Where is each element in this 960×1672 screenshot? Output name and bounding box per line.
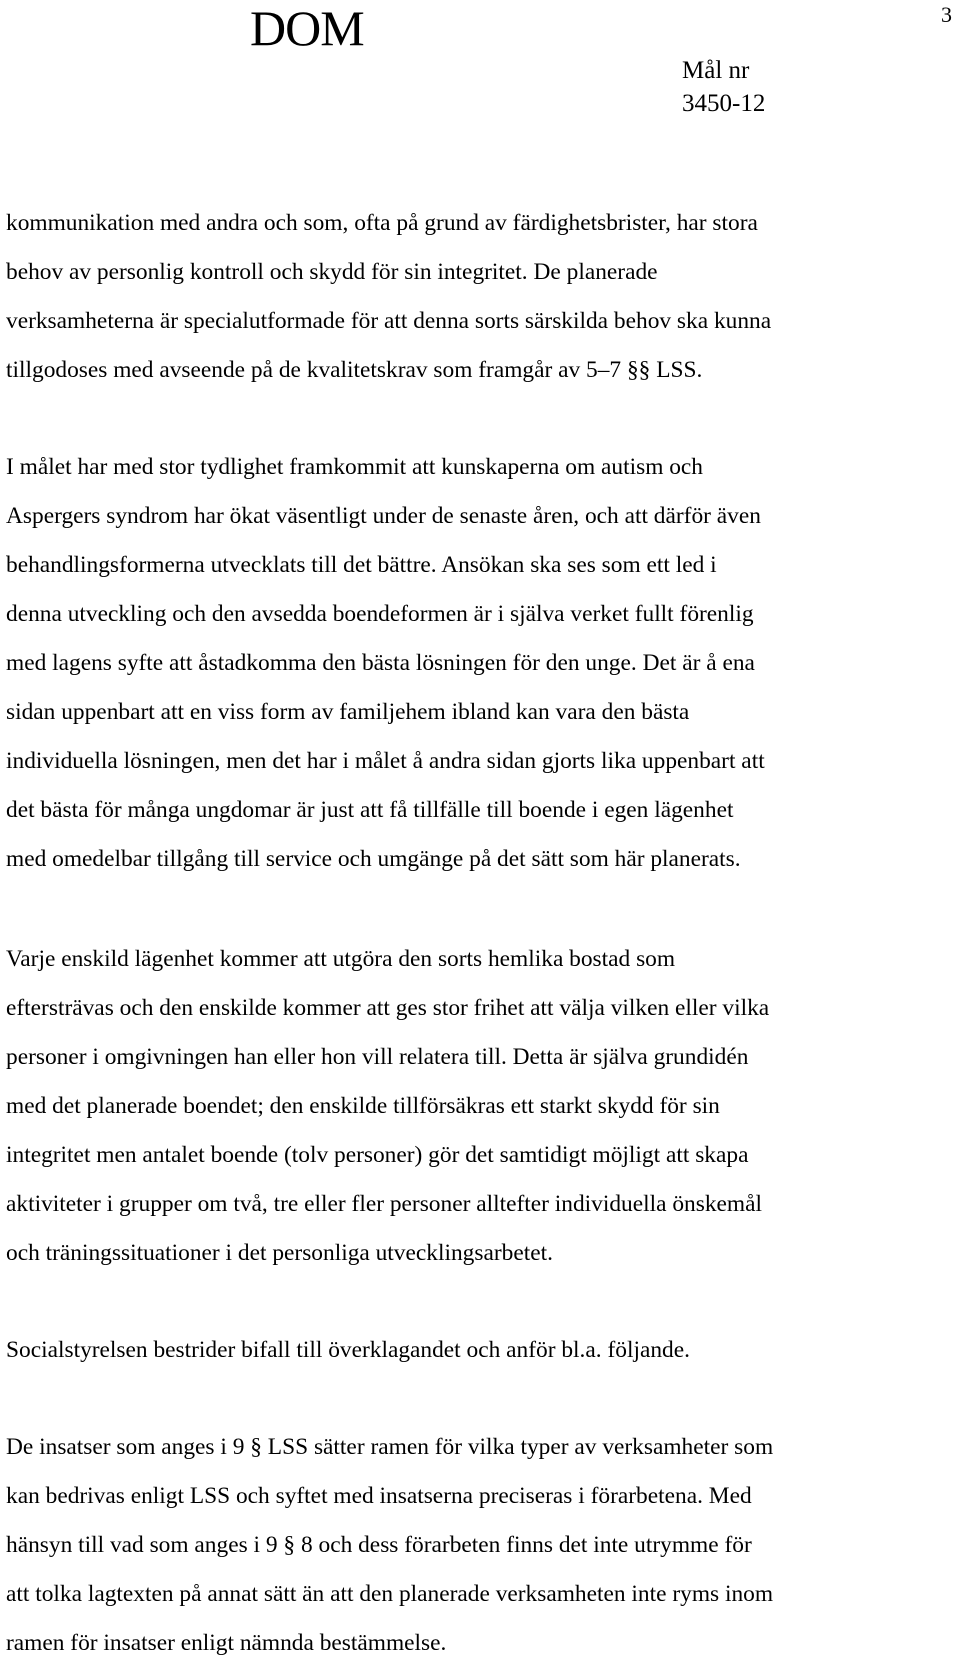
text-line: denna utveckling och den avsedda boendeformen är i själva verket fullt förenlig bbox=[6, 601, 754, 627]
document-body bbox=[6, 199, 946, 1668]
text-line: integritet men antalet boende (tolv personer) gör det samtidigt möjligt att skapa bbox=[6, 1142, 749, 1168]
paragraph-3 bbox=[6, 935, 946, 1278]
paragraph-4 bbox=[6, 1326, 946, 1375]
text-line: eftersträvas och den enskilde kommer att ges stor frihet att välja vilken eller vilka bbox=[6, 995, 770, 1021]
paragraph-2 bbox=[6, 443, 946, 884]
paragraph-1 bbox=[6, 199, 946, 395]
text-line: kommunikation med andra och som, ofta på grund av färdighetsbrister, har stora bbox=[6, 210, 758, 236]
text-line: kan bedrivas enligt LSS och syftet med insatserna preciseras i förarbetena. Med bbox=[6, 1483, 752, 1509]
text-line: det bästa för många ungdomar är just att få tillfälle till boende i egen lägenhet bbox=[6, 797, 734, 823]
text-line: personer i omgivningen han eller hon vill relatera till. Detta är själva grundidén bbox=[6, 1044, 749, 1070]
text-line: aktiviteter i grupper om två, tre eller fler personer alltefter individuella önskemål bbox=[6, 1191, 763, 1217]
text-line: Aspergers syndrom har ökat väsentligt under de senaste åren, och att därför även bbox=[6, 503, 761, 529]
text-line: sidan uppenbart att en viss form av familjehem ibland kan vara den bästa bbox=[6, 699, 690, 725]
paragraph-5 bbox=[6, 1423, 946, 1668]
text-line: behov av personlig kontroll och skydd för sin integritet. De planerade bbox=[6, 259, 658, 285]
page-header bbox=[0, 0, 960, 140]
case-number: 3450-12 bbox=[682, 90, 766, 117]
text-line: tillgodoses med avseende på de kvalitetskrav som framgår av 5–7 §§ LSS. bbox=[6, 357, 703, 383]
text-line: Varje enskild lägenhet kommer att utgöra den sorts hemlika bostad som bbox=[6, 946, 676, 972]
text-line: och träningssituationer i det personliga utvecklingsarbetet. bbox=[6, 1240, 553, 1266]
case-number-label: Mål nr bbox=[682, 57, 750, 84]
text-line: hänsyn till vad som anges i 9 § 8 och dess förarbeten finns det inte utrymme för bbox=[6, 1532, 752, 1558]
text-line: med det planerade boendet; den enskilde tillförsäkras ett starkt skydd för sin bbox=[6, 1093, 720, 1119]
page-number: 3 bbox=[941, 2, 952, 27]
document-title: DOM bbox=[250, 0, 364, 56]
text-line: I målet har med stor tydlighet framkommit att kunskaperna om autism och bbox=[6, 454, 704, 480]
text-line: De insatser som anges i 9 § LSS sätter ramen för vilka typer av verksamheter som bbox=[6, 1434, 774, 1460]
text-line: med lagens syfte att åstadkomma den bästa lösningen för den unge. Det är å ena bbox=[6, 650, 755, 676]
text-line: Socialstyrelsen bestrider bifall till överklagandet och anför bl.a. följande. bbox=[6, 1337, 690, 1363]
text-line: med omedelbar tillgång till service och umgänge på det sätt som här planerats. bbox=[6, 846, 741, 872]
text-line: behandlingsformerna utvecklats till det bättre. Ansökan ska ses som ett led i bbox=[6, 552, 717, 578]
text-line: att tolka lagtexten på annat sätt än att den planerade verksamheten inte ryms inom bbox=[6, 1581, 774, 1607]
text-line: verksamheterna är specialutformade för att denna sorts särskilda behov ska kunna bbox=[6, 308, 772, 334]
text-line: ramen för insatser enligt nämnda bestämmelse. bbox=[6, 1630, 447, 1656]
text-line: individuella lösningen, men det har i målet å andra sidan gjorts lika uppenbart att bbox=[6, 748, 765, 774]
